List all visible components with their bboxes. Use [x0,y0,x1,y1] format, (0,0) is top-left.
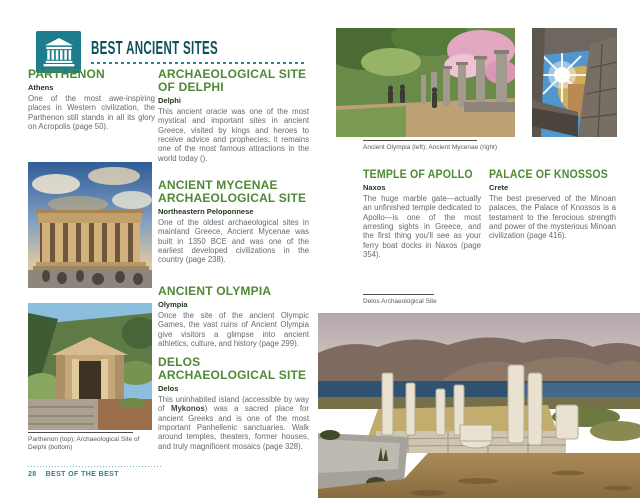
page-footer [28,466,178,478]
section-mycenae [158,179,309,265]
photo-delphi-treasury [28,303,152,430]
section-body: This uninhabited island (accessible by way of Mykonos) was a sacred place for ancient Greeks and is one of the most important Panhellenic sanctuaries. Walk around temples, theaters, former houses, and truly magnificent mosaics (page 328). [158,394,309,451]
caption-rule [28,432,133,433]
section-heading: PALACE OF KNOSSOS [489,167,608,181]
bold-mykonos: Mykonos [170,404,205,414]
section-place: Olympia [158,299,188,309]
section-delphi [158,68,309,163]
section-palace-of-knossos [489,168,616,241]
section-place: Athens [28,82,54,92]
left-photos-caption [28,432,158,453]
section-heading: PARTHENON [28,67,105,81]
page-number: 28 [28,471,37,478]
caption-rule [363,140,477,141]
caption-rule [363,294,434,295]
section-temple-of-apollo [363,168,481,259]
delos-photo-caption [363,294,503,306]
title-dashed-rule [91,62,307,64]
caption-text: Ancient Olympia (left); Ancient Mycenae (right) [363,144,498,151]
caption-text: Delos Archaeological Site [363,298,437,305]
photo-parthenon [28,162,152,288]
section-body: This ancient oracle was one of the most mystical and important sites in ancient Greece, visited by kings and heroes to receive advice and prophecies; it remains one of the most famous attractions in the world today (). [158,106,309,163]
section-body: Once the site of the ancient Olympic Games, the vast ruins of Ancient Olympia give visitors a glimpse into ancient athletics, culture, and history (page 299). [158,310,309,348]
caption-text: Parthenon (top); Archaeological Site of Delphi (bottom) [28,436,140,452]
section-parthenon [28,68,155,131]
page-title: BEST ANCIENT SITES [91,38,218,58]
section-body: One of the oldest archaeological sites in mainland Greece, Ancient Mycenae was built in 1350 BCE and was one of the earliest developed civilizations in the country (page 238). [158,217,309,265]
section-heading: DELOS ARCHAEOLOGICAL SITE [158,355,307,382]
section-heading: ANCIENT MYCENAE ARCHAEOLOGICAL SITE [158,178,307,205]
section-body: One of the most awe-inspiring places in Western civilization, the Parthenon still stands in all its glory on Acropolis (page 50). [28,93,155,131]
photo-delos-site [318,313,640,498]
section-place: Delphi [158,95,181,105]
section-olympia [158,285,309,348]
section-place: Crete [489,182,509,192]
section-heading: TEMPLE OF APOLLO [363,167,473,181]
photo-ancient-mycenae [532,28,617,137]
section-place: Northeastern Peloponnese [158,206,254,216]
footer-label: BEST OF THE BEST [45,471,119,478]
section-delos [158,356,309,451]
section-heading: ARCHAEOLOGICAL SITE OF DELPHI [158,67,307,94]
section-body: The best preserved of the Minoan palaces, the Palace of Knossos is a testament to the ferocious strength and power of the mysterious Minoan civilization (page 416). [489,193,616,241]
section-heading: ANCIENT OLYMPIA [158,284,272,298]
section-body: The huge marble gate—actually an unfinished temple dedicated to Apollo—is one of the most arresting sights in Greece, and the first thing you'll see as your ferry boat docks in Naxos (page 354). [363,193,481,260]
section-place: Naxos [363,182,386,192]
footer-dotted-rule [28,466,163,467]
section-place: Delos [158,383,179,393]
right-photos-caption [363,140,563,152]
photo-ancient-olympia [336,28,515,137]
